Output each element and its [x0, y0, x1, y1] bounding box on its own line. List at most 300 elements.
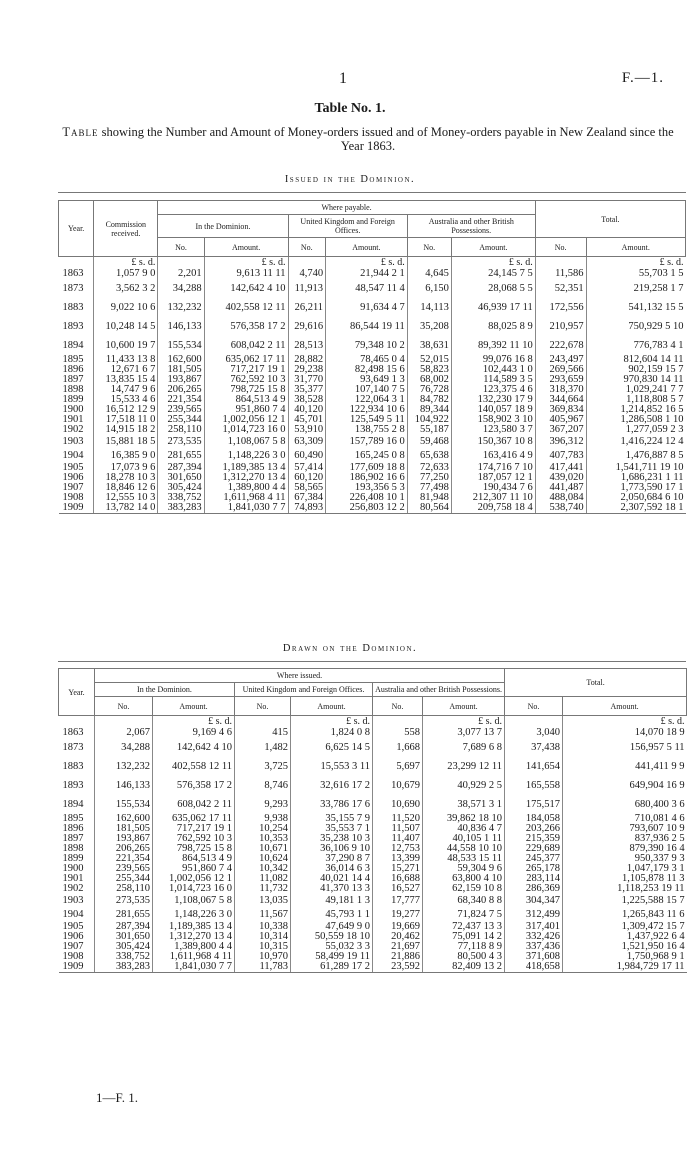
table-row-cell: 38,571 3 1: [423, 795, 505, 814]
table-row-cell: 58,565: [288, 483, 326, 493]
table-row-cell: 1,214,852 16 5: [586, 405, 685, 415]
table-row-cell: 55,187: [407, 425, 451, 435]
table-row-cell: 78,465 0 4: [326, 355, 408, 365]
header-year: Year.: [59, 669, 95, 716]
table-row-cell: 1902: [62, 884, 84, 894]
table-row-cell: 13,035: [235, 894, 291, 908]
table-row-cell: 407,783: [535, 449, 586, 463]
table-row-cell: 9,022 10 6: [94, 298, 158, 317]
table-row-cell: 680,400 3 6: [563, 795, 687, 814]
table-row-cell: 1899: [62, 854, 84, 864]
table-row-cell: 132,232: [95, 757, 153, 776]
table-row-cell: 337,436: [505, 942, 563, 952]
table-row-cell: 175,517: [505, 795, 563, 814]
table-row-cell: 1,750,968 9 1: [563, 952, 687, 962]
table-row-cell: 35,377: [288, 385, 326, 395]
table-row-cell: 1883: [62, 760, 84, 772]
unit-row-cell: £ s. d.: [153, 716, 235, 729]
unit-row-cell: [373, 716, 423, 729]
table-row-cell: 405,967: [535, 415, 586, 425]
table-row-cell: 558: [373, 728, 423, 738]
table-row-cell: 12,753: [373, 844, 423, 854]
table-row-cell: 1895: [62, 355, 84, 365]
table-row-cell: 1896: [62, 824, 84, 834]
table-row-cell: 40,021 14 4: [291, 874, 373, 884]
table-row-cell: 17,777: [373, 894, 423, 908]
table-row-cell: 1,841,030 7 7: [153, 962, 235, 973]
table-row-cell: 439,020: [535, 473, 586, 483]
table-row-cell: 9,169 4 6: [153, 728, 235, 738]
table-row-cell: 63,800 4 10: [423, 874, 505, 884]
header-no: No.: [95, 697, 153, 716]
table-row-cell: 11,732: [235, 884, 291, 894]
table-row-cell: 488,084: [535, 493, 586, 503]
table-row: [59, 317, 686, 336]
table-row-cell: 52,351: [535, 279, 586, 298]
table-row-cell: 13,835 15 4: [94, 375, 158, 385]
table-row-cell: 142,642 4 10: [153, 738, 235, 757]
table-row-cell: 190,434 7 6: [451, 483, 535, 493]
table-row-cell: 1,984,729 17 11: [563, 962, 687, 973]
table-row-cell: 1,437,922 6 4: [563, 932, 687, 942]
table-row: [59, 728, 687, 738]
table-row-cell: 1,148,226 3 0: [204, 449, 288, 463]
unit-row-cell: [235, 716, 291, 729]
header-amount: Amount.: [451, 238, 535, 257]
table-row-cell: 142,642 4 10: [204, 279, 288, 298]
table-row-cell: 77,498: [407, 483, 451, 493]
table-row-cell: 38,528: [288, 395, 326, 405]
table-row-cell: 60,490: [288, 449, 326, 463]
table-row: [59, 776, 687, 795]
unit-row: [59, 716, 687, 729]
table-row-cell: 402,558 12 11: [204, 298, 288, 317]
table-row-cell: 158,902 3 10: [451, 415, 535, 425]
table-row: [59, 874, 687, 884]
table-row-cell: 1,824 0 8: [291, 728, 373, 738]
table-row-cell: 762,592 10 3: [204, 375, 288, 385]
table-row-cell: 2,067: [95, 728, 153, 738]
table-row-cell: 1,148,226 3 0: [153, 908, 235, 922]
table-row-cell: 41,370 13 3: [291, 884, 373, 894]
header-amount: Amount.: [326, 238, 408, 257]
table-row-cell: 16,688: [373, 874, 423, 884]
table-row-cell: 11,507: [373, 824, 423, 834]
table-row: [59, 908, 687, 922]
table-row-cell: 58,499 19 11: [291, 952, 373, 962]
table-row: [59, 385, 686, 395]
table-row-cell: 138,755 2 8: [326, 425, 408, 435]
table-row-cell: 3,562 3 2: [94, 279, 158, 298]
table-row-cell: 34,288: [158, 279, 204, 298]
table-row-cell: 717,217 19 1: [153, 824, 235, 834]
table-row-cell: 281,655: [95, 908, 153, 922]
table-row-cell: 71,824 7 5: [423, 908, 505, 922]
table-row-cell: 1900: [62, 864, 84, 874]
table-row-cell: 1896: [62, 365, 84, 375]
header-where-payable: Where payable.: [158, 201, 535, 215]
table-row-cell: 21,944 2 1: [326, 269, 408, 279]
table-row-cell: 55,703 1 5: [586, 269, 685, 279]
table-row-cell: 36,106 9 10: [291, 844, 373, 854]
unit-row-cell: [535, 257, 586, 270]
table-row-cell: 99,076 16 8: [451, 355, 535, 365]
table-row-cell: 49,181 1 3: [291, 894, 373, 908]
table-row-cell: 1,014,723 16 0: [204, 425, 288, 435]
table-row-cell: 1,002,056 12 1: [153, 874, 235, 884]
table-row-cell: 20,462: [373, 932, 423, 942]
table-row-cell: 8,746: [235, 776, 291, 795]
table-row-cell: 10,970: [235, 952, 291, 962]
table-row-cell: 1901: [62, 874, 84, 884]
table-row-cell: 59,468: [407, 435, 451, 449]
table-row-cell: 1,611,968 4 11: [153, 952, 235, 962]
table-row: [59, 844, 687, 854]
table-row-cell: 11,433 13 8: [94, 355, 158, 365]
table-row-cell: 57,414: [288, 463, 326, 473]
unit-row-cell: £ s. d.: [291, 716, 373, 729]
table-row: [59, 405, 686, 415]
table-row-cell: 155,534: [95, 795, 153, 814]
header-amount: Amount.: [563, 697, 687, 716]
table-row-cell: 86,544 19 11: [326, 317, 408, 336]
table-row: [59, 738, 687, 757]
table-row-cell: 18,846 12 6: [94, 483, 158, 493]
table-row-cell: 48,533 15 11: [423, 854, 505, 864]
table-row-cell: 1,389,800 4 4: [204, 483, 288, 493]
table-row-cell: 11,586: [535, 269, 586, 279]
table-row-cell: 80,564: [407, 503, 451, 514]
table-row-cell: 1898: [62, 844, 84, 854]
header-amount: Amount.: [291, 697, 373, 716]
table-row-cell: 82,498 15 6: [326, 365, 408, 375]
table-row-cell: 10,314: [235, 932, 291, 942]
table-row-cell: 14,915 18 2: [94, 425, 158, 435]
header-amount: Amount.: [153, 697, 235, 716]
table-row-cell: 40,120: [288, 405, 326, 415]
table-row-cell: 1,686,231 1 11: [586, 473, 685, 483]
table-row-cell: 415: [235, 728, 291, 738]
header-uk-foreign: United Kingdom and Foreign Offices.: [288, 215, 407, 238]
table-row-cell: 55,032 3 3: [291, 942, 373, 952]
table-row-cell: 1863: [62, 728, 84, 738]
table-row-cell: 19,277: [373, 908, 423, 922]
unit-row-cell: £ s. d.: [586, 257, 685, 270]
table-row: [59, 824, 687, 834]
table-row-cell: 210,957: [535, 317, 586, 336]
table-row-cell: 34,288: [95, 738, 153, 757]
table-row-cell: 77,118 8 9: [423, 942, 505, 952]
table-row-cell: 23,299 12 11: [423, 757, 505, 776]
table-row: [59, 425, 686, 435]
table-row-cell: 140,057 18 9: [451, 405, 535, 415]
table-row-cell: 35,155 7 9: [291, 814, 373, 824]
table-row-cell: 649,904 16 9: [563, 776, 687, 795]
header-no: No.: [235, 697, 291, 716]
table-row-cell: 273,535: [95, 894, 153, 908]
table-row-cell: 287,394: [95, 922, 153, 932]
table-row-cell: 229,689: [505, 844, 563, 854]
table-row: [59, 922, 687, 932]
table-row-cell: 5,697: [373, 757, 423, 776]
table-row: [59, 884, 687, 894]
table-row-cell: 53,910: [288, 425, 326, 435]
table-row-cell: 15,881 18 5: [94, 435, 158, 449]
table-row-cell: 16,512 12 9: [94, 405, 158, 415]
table-row-cell: 1893: [62, 320, 84, 332]
table-row-cell: 1,416,224 12 4: [586, 435, 685, 449]
table-row: [59, 952, 687, 962]
table-row-cell: 1,309,472 15 7: [563, 922, 687, 932]
table-row-cell: 146,133: [95, 776, 153, 795]
table-row-cell: 538,740: [535, 503, 586, 514]
table-row-cell: 541,132 15 5: [586, 298, 685, 317]
issued-top-rule: [58, 192, 686, 193]
table-row-cell: 31,770: [288, 375, 326, 385]
table-row-cell: 1903: [62, 436, 84, 447]
table-row-cell: 1905: [62, 922, 84, 932]
unit-row-cell: £ s. d.: [326, 257, 408, 270]
table-row-cell: 132,232: [158, 298, 204, 317]
table-row-cell: 12,555 10 3: [94, 493, 158, 503]
table-row-cell: 1,286,508 1 10: [586, 415, 685, 425]
unit-row-cell: [95, 716, 153, 729]
table-row-cell: 11,520: [373, 814, 423, 824]
table-row-cell: 396,312: [535, 435, 586, 449]
table-row-cell: 10,671: [235, 844, 291, 854]
table-row-cell: 35,238 10 3: [291, 834, 373, 844]
table-row-cell: 635,062 17 11: [153, 814, 235, 824]
table-row-cell: 1,668: [373, 738, 423, 757]
table-row-cell: 383,283: [158, 503, 204, 514]
table-row-cell: 14,070 18 9: [563, 728, 687, 738]
table-row-cell: 1,389,800 4 4: [153, 942, 235, 952]
table-row-cell: 32,616 17 2: [291, 776, 373, 795]
table-row-cell: 608,042 2 11: [153, 795, 235, 814]
table-row-cell: 3,725: [235, 757, 291, 776]
table-row-cell: 864,513 4 9: [153, 854, 235, 864]
table-row-cell: 4,645: [407, 269, 451, 279]
table-row-cell: 2,307,592 18 1: [586, 503, 685, 514]
table-row-cell: 750,929 5 10: [586, 317, 685, 336]
table-row-cell: 951,860 7 4: [153, 864, 235, 874]
page-footer: 1—F. 1.: [96, 1090, 138, 1105]
table-row-cell: 970,830 14 11: [586, 375, 685, 385]
table-row: [59, 854, 687, 864]
table-row-cell: 91,634 4 7: [326, 298, 408, 317]
table-row-cell: 39,862 18 10: [423, 814, 505, 824]
table-row-cell: 33,786 17 6: [291, 795, 373, 814]
table-row-cell: 304,347: [505, 894, 563, 908]
table-row: [59, 435, 686, 449]
unit-row-cell: £ s. d.: [94, 257, 158, 270]
table-row-cell: 9,938: [235, 814, 291, 824]
issued-body: [59, 257, 686, 514]
table-row: [59, 279, 686, 298]
table-row-cell: 13,782 14 0: [94, 503, 158, 514]
table-row-cell: 798,725 15 8: [204, 385, 288, 395]
table-row-cell: 10,315: [235, 942, 291, 952]
table-row-cell: 717,217 19 1: [204, 365, 288, 375]
table-row-cell: 1893: [62, 779, 84, 791]
table-row-cell: 1907: [62, 483, 84, 493]
table-row-cell: 123,580 3 7: [451, 425, 535, 435]
table-row-cell: 305,424: [95, 942, 153, 952]
table-row-cell: 125,549 5 11: [326, 415, 408, 425]
drawn-heading: Drawn on the Dominion.: [282, 643, 418, 654]
table-row-cell: 165,558: [505, 776, 563, 795]
table-row-cell: 11,913: [288, 279, 326, 298]
table-row-cell: 72,437 13 3: [423, 922, 505, 932]
page-reference: F.—1.: [621, 70, 664, 86]
issued-heading: Issued in the Dominion.: [284, 174, 416, 185]
table-row: [59, 375, 686, 385]
table-row-cell: 7,689 6 8: [423, 738, 505, 757]
table-row-cell: 163,416 4 9: [451, 449, 535, 463]
table-row-cell: 18,278 10 3: [94, 473, 158, 483]
table-row-cell: 1901: [62, 415, 84, 425]
unit-row-cell: [59, 716, 95, 729]
table-row-cell: 776,783 4 1: [586, 336, 685, 355]
table-row-cell: 1,002,056 12 1: [204, 415, 288, 425]
header-no: No.: [158, 238, 204, 257]
table-row-cell: 48,547 11 4: [326, 279, 408, 298]
table-row-cell: 1894: [62, 798, 84, 810]
table-row-cell: 338,752: [95, 952, 153, 962]
table-row-cell: 239,565: [95, 864, 153, 874]
table-row-cell: 255,344: [95, 874, 153, 884]
unit-row-cell: £ s. d.: [204, 257, 288, 270]
table-row-cell: 40,105 1 11: [423, 834, 505, 844]
table-row-cell: 122,064 3 1: [326, 395, 408, 405]
table-row-cell: 187,057 12 1: [451, 473, 535, 483]
table-row-cell: 798,725 15 8: [153, 844, 235, 854]
table-row-cell: 12,671 6 7: [94, 365, 158, 375]
table-row-cell: 215,359: [505, 834, 563, 844]
table-row-cell: 72,633: [407, 463, 451, 473]
table-row-cell: 132,230 17 9: [451, 395, 535, 405]
table-row: [59, 864, 687, 874]
header-australia: Australia and other British Possessions.: [373, 683, 505, 697]
table-row-cell: 417,441: [535, 463, 586, 473]
unit-row-cell: £ s. d.: [451, 257, 535, 270]
table-row: [59, 962, 687, 973]
unit-row: [59, 257, 686, 270]
table-row-cell: 14,113: [407, 298, 451, 317]
table-row-cell: 3,077 13 7: [423, 728, 505, 738]
table-row-cell: 17,518 11 0: [94, 415, 158, 425]
table-row-cell: 1,047,179 3 1: [563, 864, 687, 874]
table-row-cell: 193,867: [158, 375, 204, 385]
table-row-cell: 367,207: [535, 425, 586, 435]
table-row-cell: 1,014,723 16 0: [153, 884, 235, 894]
table-row-cell: 1,029,241 7 7: [586, 385, 685, 395]
header-total: Total.: [505, 669, 687, 697]
table-row-cell: 1863: [62, 269, 84, 279]
table-row-cell: 1898: [62, 385, 84, 395]
table-row-cell: 122,934 10 6: [326, 405, 408, 415]
table-row-cell: 10,624: [235, 854, 291, 864]
table-row-cell: 1904: [62, 909, 84, 920]
table-row-cell: 174,716 7 10: [451, 463, 535, 473]
table-row-cell: 16,527: [373, 884, 423, 894]
table-row-cell: 10,600 19 7: [94, 336, 158, 355]
table-row-cell: 62,159 10 8: [423, 884, 505, 894]
table-row-cell: 1,265,843 11 6: [563, 908, 687, 922]
table-row-cell: 81,948: [407, 493, 451, 503]
unit-row-cell: [505, 716, 563, 729]
table-row-cell: 301,650: [158, 473, 204, 483]
table-row: [59, 814, 687, 824]
table-row-cell: 21,886: [373, 952, 423, 962]
table-row-cell: 150,367 10 8: [451, 435, 535, 449]
table-row-cell: 40,929 2 5: [423, 776, 505, 795]
table-row-cell: 47,649 9 0: [291, 922, 373, 932]
caption-text: showing the Number and Amount of Money-orders issued and of Money-orders payable in New Zealand since the Year 1863.: [101, 125, 674, 153]
table-row-cell: 68,002: [407, 375, 451, 385]
table-row-cell: 17,073 9 6: [94, 463, 158, 473]
table-row-cell: 59,304 9 6: [423, 864, 505, 874]
table-row-cell: 65,638: [407, 449, 451, 463]
table-row-cell: 45,701: [288, 415, 326, 425]
table-row-cell: 1908: [62, 952, 84, 962]
table-row-cell: 11,567: [235, 908, 291, 922]
table-row-cell: 1,773,590 17 1: [586, 483, 685, 493]
unit-row-cell: £ s. d.: [563, 716, 687, 729]
table-row-cell: 104,922: [407, 415, 451, 425]
table-row-cell: 383,283: [95, 962, 153, 973]
table-row-cell: 157,789 16 0: [326, 435, 408, 449]
header-amount: Amount.: [204, 238, 288, 257]
table-row-cell: 10,338: [235, 922, 291, 932]
table-row-cell: 1907: [62, 942, 84, 952]
table-row-cell: 67,384: [288, 493, 326, 503]
table-row-cell: 10,679: [373, 776, 423, 795]
table-row-cell: 37,438: [505, 738, 563, 757]
table-row-cell: 63,309: [288, 435, 326, 449]
table-row-cell: 402,558 12 11: [153, 757, 235, 776]
table-row-cell: 11,082: [235, 874, 291, 884]
table-row-cell: 902,159 15 7: [586, 365, 685, 375]
table-title: Table No. 1.: [314, 101, 386, 116]
table-row-cell: 255,344: [158, 415, 204, 425]
table-row-cell: 226,408 10 1: [326, 493, 408, 503]
table-row-cell: 165,245 0 8: [326, 449, 408, 463]
table-row: [59, 463, 686, 473]
caption-lead: Table: [62, 125, 99, 139]
table-row-cell: 1,189,385 13 4: [153, 922, 235, 932]
table-row-cell: 19,669: [373, 922, 423, 932]
table-row-cell: 239,565: [158, 405, 204, 415]
header-year: Year.: [59, 201, 94, 257]
header-no: No.: [288, 238, 326, 257]
table-row-cell: 60,120: [288, 473, 326, 483]
table-row-cell: 301,650: [95, 932, 153, 942]
table-row: [59, 365, 686, 375]
table-row: [59, 932, 687, 942]
table-row-cell: 10,254: [235, 824, 291, 834]
table-row-cell: 1,541,711 19 10: [586, 463, 685, 473]
header-no: No.: [407, 238, 451, 257]
table-row-cell: 576,358 17 2: [204, 317, 288, 336]
table-row-cell: 864,513 4 9: [204, 395, 288, 405]
table-row-cell: 1873: [62, 282, 84, 294]
table-row-cell: 1,108,067 5 8: [204, 435, 288, 449]
unit-row-cell: [407, 257, 451, 270]
table-row-cell: 146,133: [158, 317, 204, 336]
table-row-cell: 1897: [62, 834, 84, 844]
table-row-cell: 44,558 10 10: [423, 844, 505, 854]
